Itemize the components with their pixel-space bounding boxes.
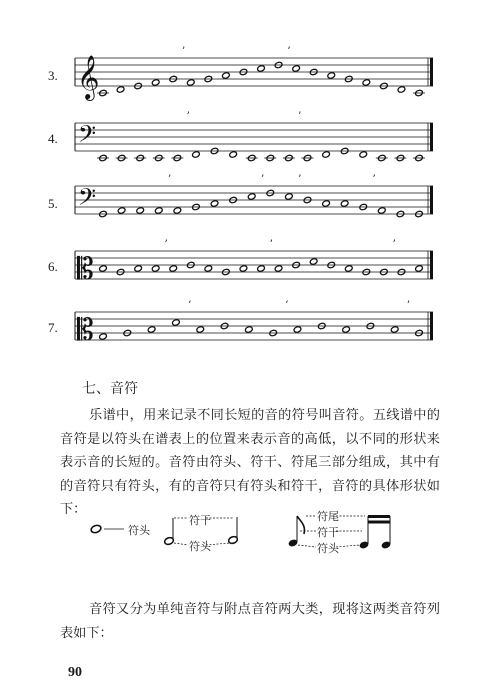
whole-note-icon: [239, 265, 248, 272]
exercise-number-7: 7.: [48, 320, 58, 335]
alto-clef-icon: 𝄡: [77, 313, 94, 348]
breath-mark-icon: ’: [182, 46, 186, 57]
whole-note-icon: [292, 65, 301, 72]
whole-note-icon: [192, 151, 201, 158]
whole-note-icon: [345, 265, 354, 272]
whole-note-icon: [415, 265, 424, 272]
whole-note-icon: [245, 326, 254, 333]
whole-note-icon: [359, 151, 368, 158]
breath-mark-icon: ’: [164, 239, 168, 250]
label-stem: 符干: [189, 514, 211, 527]
whole-note-icon: [229, 151, 238, 158]
exercise-number-5: 5.: [48, 196, 58, 211]
whole-note-icon: [222, 72, 231, 79]
final-barline-thick: [430, 186, 433, 214]
breath-mark-icon: ’: [406, 300, 411, 311]
beam-icon: [368, 515, 390, 518]
whole-note-icon: [322, 200, 331, 207]
final-barline-thick: [430, 58, 433, 86]
whole-note-icon: [99, 265, 108, 272]
whole-note-icon: [390, 326, 399, 333]
breath-mark-icon: ’: [298, 111, 302, 122]
final-barline-thick: [430, 312, 433, 340]
whole-note-icon: [210, 200, 219, 207]
paragraph-text: 音符又分为单纯音符与附点音符两大类，现将这两类音符列表如下：: [60, 602, 440, 641]
whole-note-icon: [397, 86, 406, 93]
breath-mark-icon: ’: [188, 300, 192, 311]
whole-note-icon: [116, 86, 125, 93]
whole-note-icon: [342, 326, 351, 333]
beam-icon: [368, 521, 390, 524]
paragraph-text: 乐谱中，用来记录不同长短的音的符号叫音符。五线谱中的音符是以符头在谱表上的位置来表示音的高低，以不同的形状来表示音的长短的。音符由符头、符干、符尾三部分组成，其中有的音符只有符头，有的音符只有符头和符干，音符的具体形状如下：: [60, 408, 440, 517]
breath-mark-icon: ’: [372, 174, 376, 185]
whole-note-icon: [257, 265, 266, 272]
bass-clef-icon: 𝄢: [78, 183, 97, 216]
exercise-number-4: 4.: [48, 131, 58, 146]
label-notehead: 符头: [189, 540, 211, 553]
whole-note-icon: [293, 326, 302, 333]
final-barline-thick: [430, 123, 433, 151]
whole-note-icon: [362, 79, 371, 86]
breath-mark-icon: ’: [287, 46, 291, 57]
whole-note-icon: [309, 258, 318, 265]
whole-note-icon: [378, 207, 387, 214]
label-stem: 符干: [317, 526, 339, 539]
whole-note-icon: [90, 524, 102, 534]
whole-note-icon: [327, 72, 336, 79]
whole-note-icon: [136, 207, 145, 214]
whole-note-icon: [99, 333, 108, 340]
breath-mark-icon: ’: [392, 239, 396, 250]
whole-note-icon: [173, 207, 182, 214]
whole-note-icon: [151, 265, 160, 272]
breath-mark-icon: ’: [186, 111, 190, 122]
label-notehead: 符头: [128, 524, 150, 537]
paragraph-notes-intro: [60, 404, 440, 522]
label-flag: 符尾: [317, 510, 339, 523]
paragraph-note-types: [60, 598, 440, 645]
section-heading: 七、音符: [82, 381, 138, 397]
whole-note-icon: [154, 207, 163, 214]
whole-note-icon: [187, 79, 196, 86]
breath-mark-icon: ’: [261, 174, 265, 185]
whole-note-icon: [172, 319, 181, 326]
breath-mark-icon: ’: [298, 174, 302, 185]
whole-note-icon: [340, 200, 349, 207]
whole-note-icon: [196, 326, 205, 333]
whole-note-icon: [322, 151, 331, 158]
whole-note-icon: [285, 193, 294, 200]
bass-clef-icon: 𝄢: [78, 120, 97, 153]
final-barline-thick: [430, 251, 433, 279]
exercise-number-3: 3.: [48, 68, 58, 83]
whole-note-icon: [247, 193, 256, 200]
whole-note-icon: [204, 265, 213, 272]
exercise-number-6: 6.: [48, 259, 58, 274]
whole-note-icon: [169, 265, 178, 272]
whole-note-icon: [117, 207, 126, 214]
whole-note-icon: [151, 79, 160, 86]
page-number: 90: [68, 665, 82, 680]
whole-note-icon: [257, 65, 266, 72]
treble-clef-icon: 𝄞: [77, 55, 100, 99]
whole-note-icon: [134, 265, 143, 272]
whole-note-icon: [274, 265, 283, 272]
label-notehead: 符头: [317, 542, 339, 555]
whole-note-icon: [147, 326, 156, 333]
alto-clef-icon: 𝄡: [77, 252, 94, 287]
breath-mark-icon: ’: [285, 300, 289, 311]
breath-mark-icon: ’: [168, 174, 172, 185]
breath-mark-icon: ’: [269, 239, 273, 250]
